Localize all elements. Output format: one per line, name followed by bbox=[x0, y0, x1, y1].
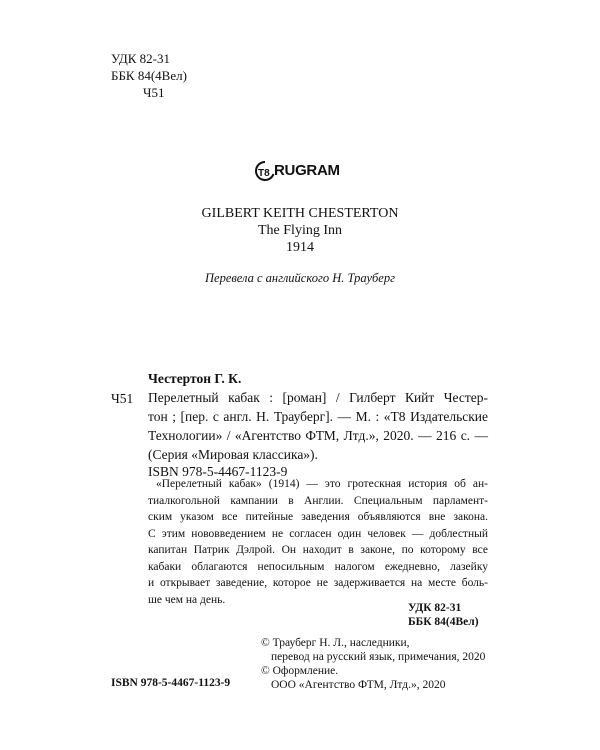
bbk-code: ББК 84(4Вел) bbox=[111, 68, 187, 83]
author-heading: Честертон Г. К. bbox=[148, 371, 242, 386]
footer-bbk: ББК 84(4Вел) bbox=[408, 616, 479, 628]
isbn-bottom: ISBN 978-5-4467-1123-9 bbox=[111, 677, 231, 689]
annotation-line: С этим нововведением не согласен один человек — доблестный bbox=[148, 527, 488, 540]
record-author-code: Ч51 bbox=[111, 391, 134, 406]
annotation-line: капитан Патрик Дэлрой. Он находит в законе, по которому все bbox=[148, 544, 488, 556]
isbn-record: ISBN 978-5-4467-1123-9 bbox=[148, 464, 288, 479]
annotation-line: ше чем на день. bbox=[148, 593, 226, 606]
logo-mark-text: T8 bbox=[258, 168, 270, 179]
biblio-line: Технологии» / «Агентство ФТМ, Лтд.», 2020. — 216 с. — bbox=[148, 428, 488, 443]
logo-text: RUGRAM bbox=[274, 162, 340, 179]
annotation-line: и открывает заведение, которое не задерживается на месте боль- bbox=[148, 577, 488, 589]
author-code: Ч51 bbox=[143, 85, 165, 100]
udk-code: УДК 82-31 bbox=[111, 51, 171, 66]
copyright-line: ООО «Агентство ФТМ, Лтд.», 2020 bbox=[271, 679, 446, 691]
copyright-line: перевод на русский язык, примечания, 2020 bbox=[271, 651, 486, 663]
footer-classification bbox=[408, 601, 479, 629]
original-title-block bbox=[0, 205, 600, 256]
classification-block bbox=[111, 50, 187, 101]
annotation-line: кабаки облагаются непосильным налогом ежедневно, лазейку bbox=[148, 560, 488, 573]
publisher-logo bbox=[254, 160, 354, 182]
copyright-line: © Трауберг Н. Л., наследники, bbox=[261, 637, 410, 649]
t8-logo-icon bbox=[254, 160, 276, 182]
copyright-block bbox=[261, 636, 485, 692]
biblio-line: Перелетный кабак : [роман] / Гилберт Кийт Честер- bbox=[148, 390, 488, 405]
biblio-line: тон ; [пер. с англ. Н. Трауберг]. — М. : «Т8 Издательские bbox=[148, 409, 488, 424]
annotation-line: тиалкогольной кампании в Англии. Специальным парламент- bbox=[148, 494, 488, 507]
annotation bbox=[148, 476, 488, 608]
bibliographic-description bbox=[148, 388, 488, 464]
translator-note: Перевела с английского Н. Трауберг bbox=[205, 271, 395, 285]
annotation-line: ским указом все питейные заведения объявляются вне закона. bbox=[148, 511, 488, 523]
original-title: The Flying Inn bbox=[258, 223, 342, 238]
annotation-line: «Перелетный кабак» (1914) — это гротескная история об ан- bbox=[156, 478, 488, 490]
original-year: 1914 bbox=[286, 240, 314, 255]
footer-udk: УДК 82-31 bbox=[408, 602, 462, 614]
copyright-line: © Оформление. bbox=[261, 665, 339, 677]
biblio-line: (Серия «Мировая классика»). bbox=[148, 447, 318, 462]
original-author: GILBERT KEITH CHESTERTON bbox=[201, 206, 399, 221]
